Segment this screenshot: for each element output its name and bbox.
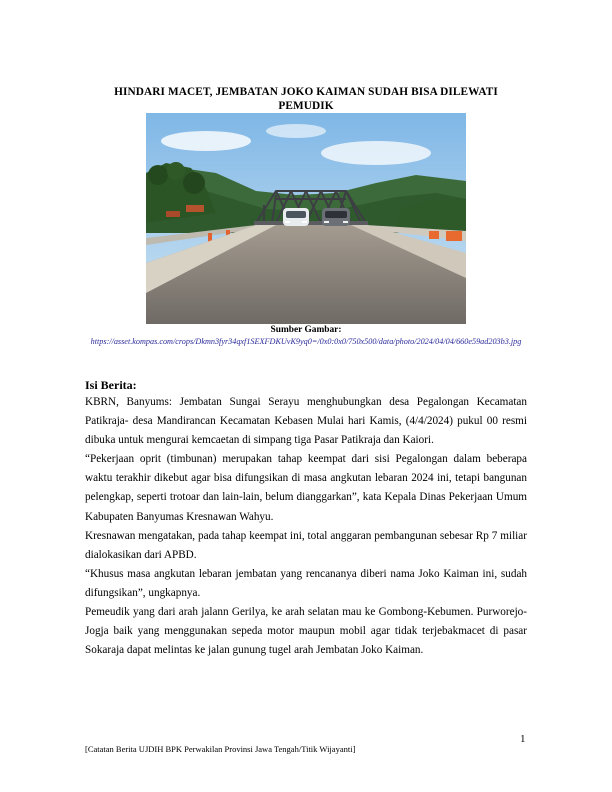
- photo-source-link[interactable]: https://asset.kompas.com/crops/Dkmn3fyr34qxf1SEXFDKUvK9yq0=/0x0:0x0/750x500/data/photo/2024/04/04/660e59ad203b3.jpg: [90, 337, 522, 346]
- paragraph: Pemeudik yang dari arah jalann Gerilya, ke arah selatan mau ke Gombong-Kebumen. Purworejo-Jogja baik yang menggunakan sepeda motor maupun mobil agar tidak terjebakmacet di pasar Sokaraja dapat melintas ke jalan gunung tugel arah Jembatan Joko Kaiman.: [85, 606, 527, 657]
- article-body: [85, 393, 527, 660]
- paragraph: “Khusus masa angkutan lebaran jembatan yang rencananya diberi nama Joko Kaiman ini, sudah difungsikan”, ungkapnya.: [85, 567, 527, 599]
- article-title: HINDARI MACET, JEMBATAN JOKO KAIMAN SUDAH BISA DILEWATI PEMUDIK: [114, 86, 498, 112]
- paragraph: “Pekerjaan oprit (timbunan) merupakan tahap keempat dari sisi Pegalongan dalam beberapa waktu terakhir dikebut agar bisa difungsikan di masa angkutan lebaran 2024 ini, tetapi bangunan pelengkap, seperti trotoar dan lain-lain, belum dianggarkan”, kata Kepala Dinas Pekerjaan Umum Kabupaten Banyumas Kresnawan Wahyu.: [85, 453, 527, 523]
- page-number: 1: [520, 733, 526, 745]
- paragraph: Kresnawan mengatakan, pada tahap keempat ini, total anggaran pembangunan sebesar Rp 7 miliar dialokasikan dari APBD.: [85, 529, 527, 561]
- page-footer: [Catatan Berita UJDIH BPK Perwakilan Provinsi Jawa Tengah/Titik Wijayanti]: [85, 744, 356, 754]
- paragraph: KBRN, Banyums: Jembatan Sungai Serayu menghubungkan desa Pegalongan Kecamatan Patikraja- desa Mandirancan Kecamatan Kebasen Mulai hari Kamis, (4/4/2024) pukul 00 resmi dibuka untuk mengurai kemcaetan di simpang tiga Pasar Patikraja dan Kaiori.: [85, 396, 527, 447]
- section-heading: Isi Berita:: [85, 378, 137, 392]
- photo-caption-label: Sumber Gambar:: [270, 325, 342, 335]
- bridge-photo: [146, 113, 466, 324]
